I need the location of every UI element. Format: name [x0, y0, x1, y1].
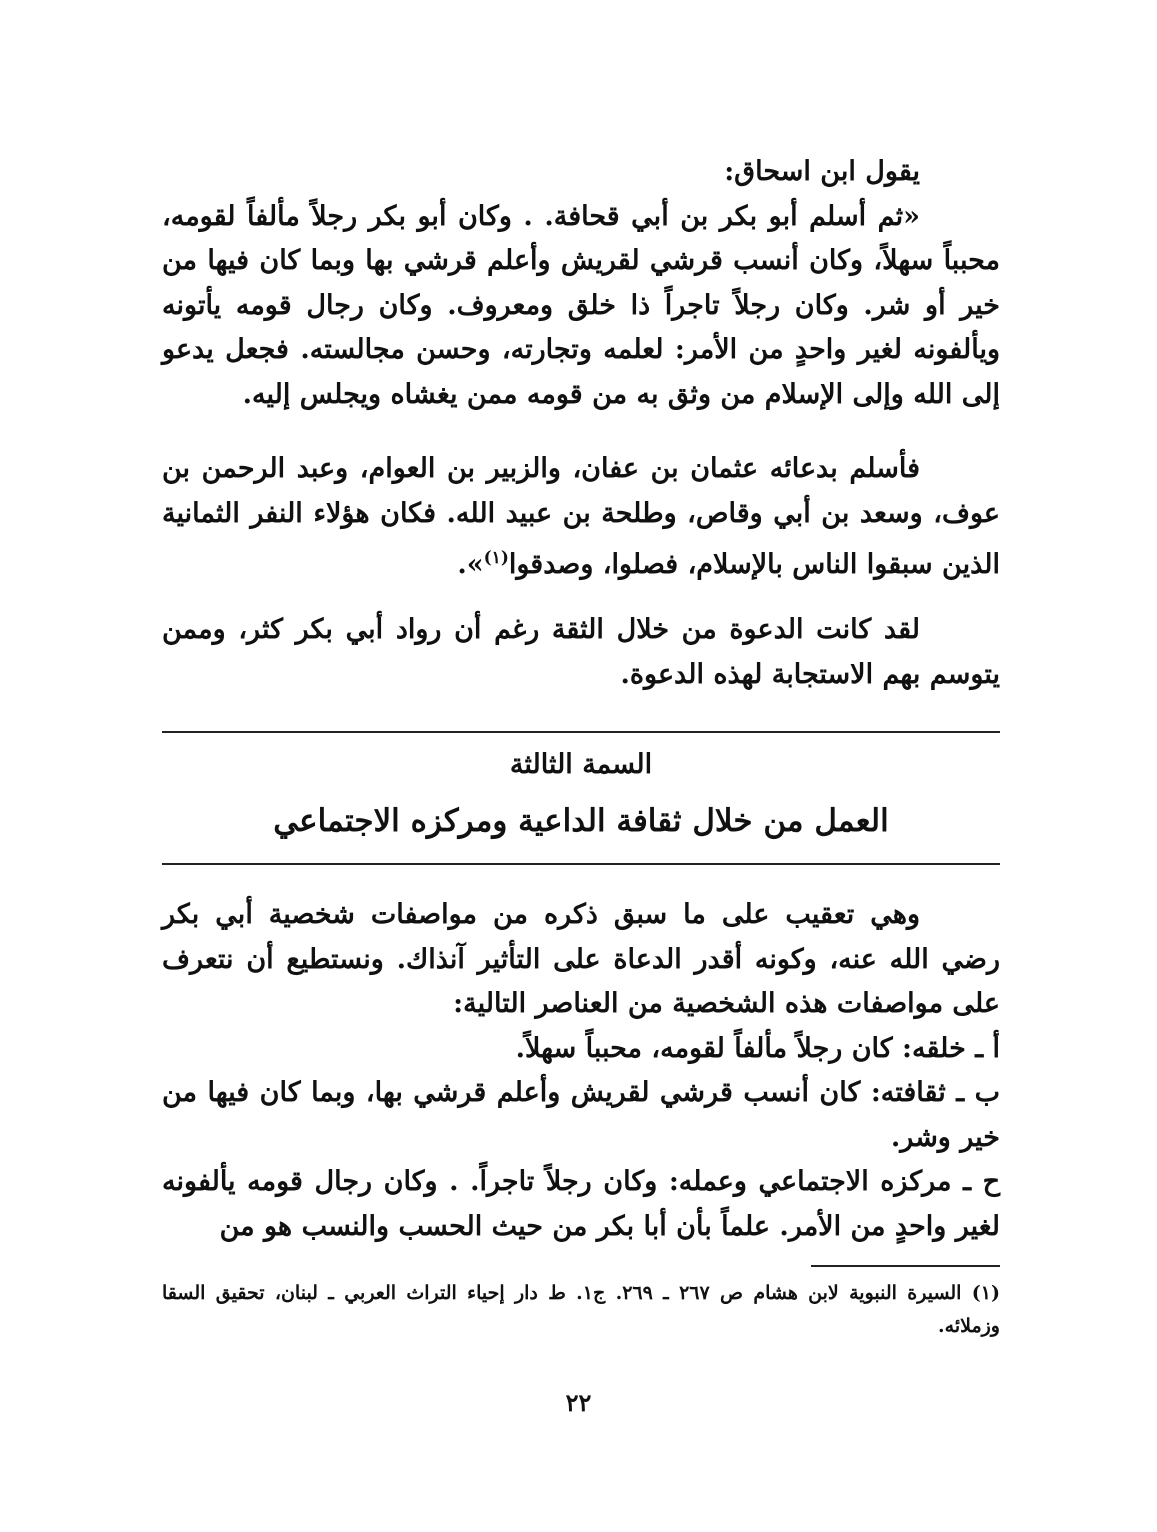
trait-text: كان أنسب قرشي لقريش وأعلم قرشي بها، وبما كان فيها من خير وشر. — [162, 1077, 1000, 1153]
trait-marker: أ ـ — [975, 1032, 1000, 1064]
section-title: العمل من خلال ثقافة الداعية ومركزه الاجتماعي — [273, 803, 889, 839]
footnote-rule — [811, 1265, 1000, 1267]
converts-block — [162, 447, 1000, 588]
footnote-reference[interactable]: (١) — [483, 548, 509, 568]
trait-item-social-status — [162, 1160, 1000, 1249]
converts-text: فأسلم بدعائه عثمان بن عفان، والزبير بن العوام، وعبد الرحمن بن عوف، وسعد بن أبي وقاص، وطلحة بن عبيد الله. فكان هؤلاء النفر الثمانية الذين سبقوا الناس بالإسلام، فصلوا، وصدقوا — [162, 453, 1000, 580]
converts-paragraph — [162, 447, 1000, 588]
trait-label: مركزه الاجتماعي وعمله: — [668, 1166, 952, 1197]
section-body — [162, 893, 1000, 1249]
section-label: السمة الثالثة — [509, 749, 653, 780]
page-number: ٢٢ — [565, 1388, 592, 1417]
quote-paragraph: «ثم أسلم أبو بكر بن أبي قحافة. . وكان أبو بكر رجلاً مألفاً لقومه، محبباً سهلاً، وكان أنسب قرشي لقريش وأعلم قرشي بها وبما كان فيها من خير أو شر. وكان رجلاً تاجراً ذا خلق ومعروف. وكان رجال قومه يأتونه ويألفونه لغير واحدٍ من الأمر: لعلمه وتجارته، وحسن مجالسته. فجعل يدعو إلى الله وإلى الإسلام من وثق به من قومه ممن يغشاه ويجلس إليه. — [162, 200, 1000, 410]
trust-block — [162, 608, 1000, 697]
trait-marker: ح ـ — [963, 1166, 1001, 1197]
section-intro-paragraph: وهي تعقيب على ما سبق ذكره من مواصفات شخصية أبي بكر رضي الله عنه، وكونه أقدر الدعاة على التأثير آنذاك. ونستطيع أن نتعرف على مواصفات هذه الشخصية من العناصر التالية: — [162, 899, 1000, 1019]
trait-text: وكان رجلاً تاجراً. . وكان رجال قومه يألفونه لغير واحدٍ من الأمر. علماً بأن أبا بكر من حيث الحسب والنسب هو من — [162, 1166, 1000, 1242]
trait-item-culture — [162, 1071, 1000, 1160]
trait-label: ثقافته: — [870, 1077, 946, 1108]
trait-item-character — [162, 1027, 1000, 1072]
trait-text: كان رجلاً مألفاً لقومه، محبباً سهلاً. — [515, 1032, 893, 1064]
trust-paragraph: لقد كانت الدعوة من خلال الثقة رغم أن رواد أبي بكر كثر، وممن يتوسم بهم الاستجابة لهذه الدعوة. — [162, 614, 1000, 690]
section-rule-bottom — [162, 863, 1000, 865]
section-rule-top — [162, 731, 1000, 733]
footnote: (١) السيرة النبوية لابن هشام ص ٢٦٧ ـ ٢٦٩. ج١. ط دار إحياء التراث العربي ـ لبنان، تحقيق السقا وزملائه. — [162, 1282, 1001, 1337]
intro-quote-block — [162, 150, 1000, 417]
quote-attribution: يقول ابن اسحاق: — [724, 156, 920, 187]
converts-text-end: ». — [457, 549, 484, 580]
trait-label: خلقه: — [902, 1032, 966, 1064]
trait-marker: ب ـ — [956, 1077, 1001, 1108]
